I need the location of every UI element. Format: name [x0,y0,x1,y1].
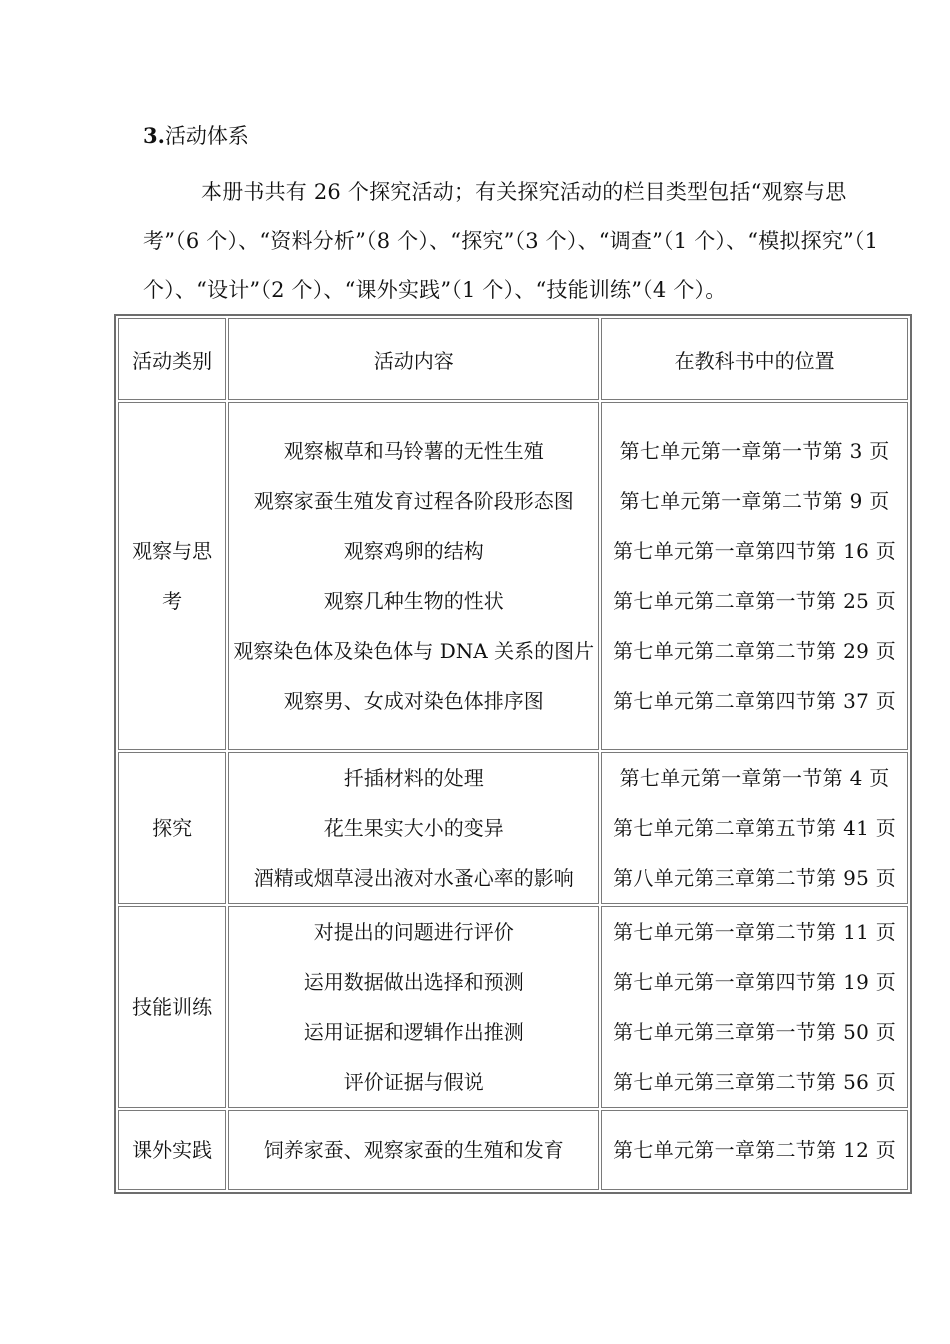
category-label: 观察与思考 [132,539,213,613]
content-cell [228,752,599,904]
category-cell [118,906,226,1108]
location-item: 第七单元第一章第一节第 4 页 [619,766,890,790]
category-cell [118,1110,226,1190]
table-header-row [118,318,908,400]
category-label: 探究 [152,816,193,840]
header-content: 活动内容 [228,318,599,400]
activity-item: 运用证据和逻辑作出推测 [303,1020,524,1044]
location-item: 第八单元第三章第二节第 95 页 [613,866,897,890]
category-cell [118,402,226,750]
location-cell [601,906,908,1108]
content-cell [228,402,599,750]
location-item: 第七单元第二章第五节第 41 页 [613,816,897,840]
activity-item: 观察染色体及染色体与 DNA 关系的图片 [233,639,595,663]
activity-item: 对提出的问题进行评价 [313,920,514,944]
activity-item: 观察男、女成对染色体排序图 [283,689,544,713]
table-row [118,906,908,1108]
location-item: 第七单元第一章第一节第 3 页 [619,439,890,463]
location-item: 第七单元第一章第四节第 16 页 [613,539,897,563]
activity-item: 饲养家蚕、观察家蚕的生殖和发育 [263,1138,564,1162]
table-row [118,1110,908,1190]
location-item: 第七单元第一章第二节第 11 页 [613,920,897,944]
category-label: 技能训练 [132,995,213,1019]
location-item: 第七单元第二章第一节第 25 页 [613,589,897,613]
content-cell [228,906,599,1108]
activity-table [114,314,912,1194]
section-number: 3. [143,123,165,148]
activity-item: 观察家蚕生殖发育过程各阶段形态图 [253,489,574,513]
category-label: 课外实践 [132,1138,213,1162]
activity-item: 观察鸡卵的结构 [343,539,484,563]
location-item: 第七单元第三章第一节第 50 页 [613,1020,897,1044]
location-item: 第七单元第二章第二节第 29 页 [613,639,897,663]
activity-item: 花生果实大小的变异 [323,816,504,840]
location-item: 第七单元第三章第二节第 56 页 [613,1070,897,1094]
header-location: 在教科书中的位置 [601,318,908,400]
category-cell [118,752,226,904]
activity-item: 观察椒草和马铃薯的无性生殖 [283,439,544,463]
table-row [118,402,908,750]
location-item: 第七单元第一章第四节第 19 页 [613,970,897,994]
location-item: 第七单元第一章第二节第 12 页 [613,1138,897,1162]
location-item: 第七单元第一章第二节第 9 页 [619,489,890,513]
activity-item: 评价证据与假说 [343,1070,484,1094]
section-title: 活动体系 [164,124,249,148]
header-category: 活动类别 [118,318,226,400]
intro-paragraph: 本册书共有 26 个探究活动；有关探究活动的栏目类型包括“观察与思考”（6 个）、“资料分析”（8 个）、“探究”（3 个）、“调查”（1 个）、“模拟探究”（1 个）、“设计”（2 个）、“课外实践”（1 个）、“技能训练”（4 个）。 [143,180,879,302]
activity-item: 扦插材料的处理 [343,766,484,790]
content-cell [228,1110,599,1190]
location-item: 第七单元第二章第四节第 37 页 [613,689,897,713]
activity-item: 运用数据做出选择和预测 [303,970,524,994]
location-cell [601,752,908,904]
location-cell [601,1110,908,1190]
table-row [118,752,908,904]
location-cell [601,402,908,750]
section-heading [143,118,249,154]
activity-item: 观察几种生物的性状 [323,589,504,613]
activity-item: 酒精或烟草浸出液对水蚤心率的影响 [253,866,574,890]
